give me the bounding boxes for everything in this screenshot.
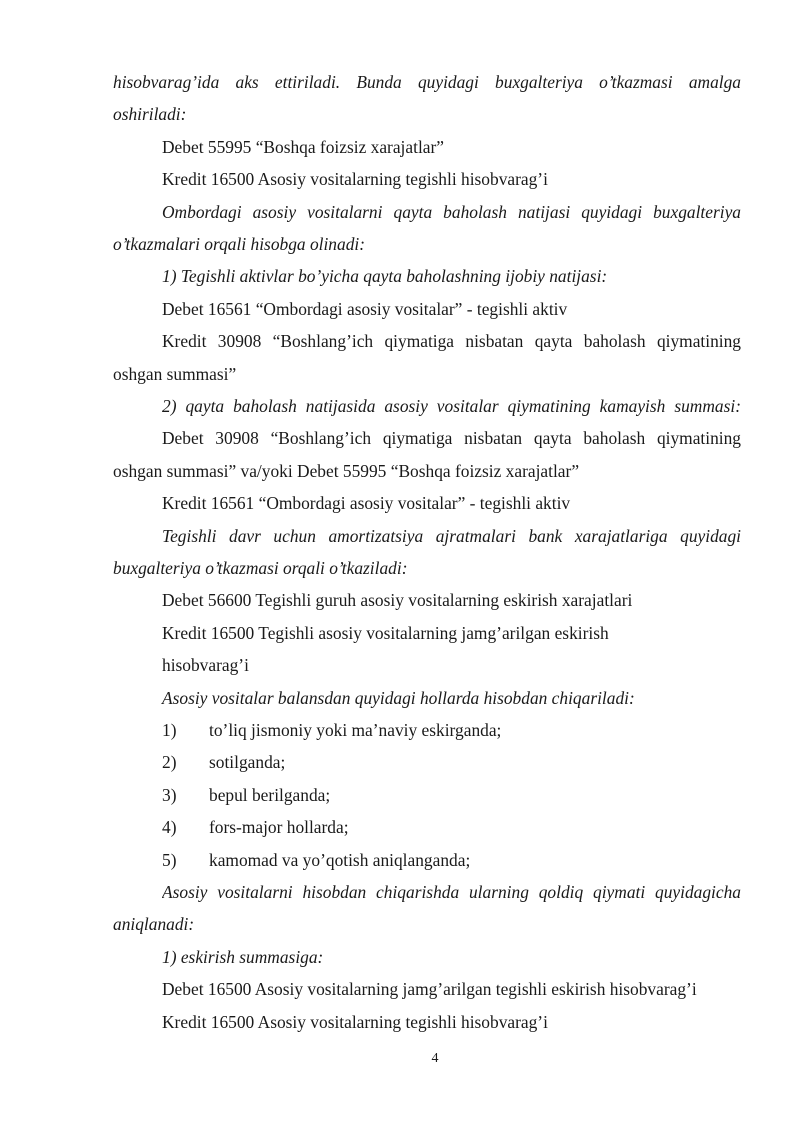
paragraph-line: aniqlanadi: xyxy=(113,914,195,934)
paragraph-line: oshiriladi: xyxy=(113,104,187,124)
paragraph-line: Asosiy vositalarni hisobdan chiqarishda ularning qoldiq qiymati quyidagicha xyxy=(162,882,741,902)
list-item-text: bepul berilganda; xyxy=(209,785,331,805)
paragraph-line: oshgan summasi” va/yoki Debet 55995 “Boshqa foizsiz xarajatlar” xyxy=(113,461,580,481)
list-item-number: 4) xyxy=(162,817,177,837)
list-item-text: to’liq jismoniy yoki ma’naviy eskirganda; xyxy=(209,720,502,740)
paragraph-line: Debet 56600 Tegishli guruh asosiy vositalarning eskirish xarajatlari xyxy=(162,590,633,610)
paragraph-line: buxgalteriya o’tkazmasi orqali o’tkaziladi: xyxy=(113,558,408,578)
paragraph-line: Debet 30908 “Boshlang’ich qiymatiga nisbatan qayta baholash qiymatining xyxy=(162,428,741,448)
paragraph-line: Tegishli davr uchun amortizatsiya ajratmalari bank xarajatlariga quyidagi xyxy=(162,526,741,546)
paragraph-line: Kredit 16500 Asosiy vositalarning tegishli hisobvarag’i xyxy=(162,1012,548,1032)
list-item-text: fors-major hollarda; xyxy=(209,817,349,837)
paragraph-line: Kredit 16561 “Ombordagi asosiy vositalar” - tegishli aktiv xyxy=(162,493,571,513)
paragraph-line: 2) qayta baholash natijasida asosiy vositalar qiymatining kamayish summasi: xyxy=(162,396,741,416)
paragraph-line: o’tkazmalari orqali hisobga olinadi: xyxy=(113,234,366,254)
list-item-number: 3) xyxy=(162,785,177,805)
paragraph-line: Kredit 16500 Tegishli asosiy vositalarning jamg’arilgan eskirish xyxy=(162,623,609,643)
paragraph-line: Debet 55995 “Boshqa foizsiz xarajatlar” xyxy=(162,137,445,157)
list-item-text: kamomad va yo’qotish aniqlanganda; xyxy=(209,850,471,870)
paragraph-line: 1) eskirish summasiga: xyxy=(162,947,324,967)
list-item-number: 1) xyxy=(162,720,177,740)
paragraph-line: Ombordagi asosiy vositalarni qayta baholash natijasi quyidagi buxgalteriya xyxy=(162,202,741,222)
paragraph-line: Debet 16500 Asosiy vositalarning jamg’arilgan tegishli eskirish hisobvarag’i xyxy=(162,979,697,999)
paragraph-line: hisobvarag’ida aks ettiriladi. Bunda quyidagi buxgalteriya o’tkazmasi amalga xyxy=(113,72,741,92)
paragraph-line: hisobvarag’i xyxy=(162,655,249,675)
paragraph-line: Asosiy vositalar balansdan quyidagi hollarda hisobdan chiqariladi: xyxy=(162,688,635,708)
paragraph-line: Kredit 16500 Asosiy vositalarning tegishli hisobvarag’i xyxy=(162,169,548,189)
paragraph-line: oshgan summasi” xyxy=(113,364,237,384)
page-number: 4 xyxy=(431,1051,439,1066)
paragraph-line: 1) Tegishli aktivlar bo’yicha qayta baholashning ijobiy natijasi: xyxy=(162,266,608,286)
list-item-number: 5) xyxy=(162,850,177,870)
list-item-text: sotilganda; xyxy=(209,752,286,772)
paragraph-line: Debet 16561 “Ombordagi asosiy vositalar” - tegishli aktiv xyxy=(162,299,568,319)
paragraph-line: Kredit 30908 “Boshlang’ich qiymatiga nisbatan qayta baholash qiymatining xyxy=(162,331,741,351)
list-item-number: 2) xyxy=(162,752,177,772)
